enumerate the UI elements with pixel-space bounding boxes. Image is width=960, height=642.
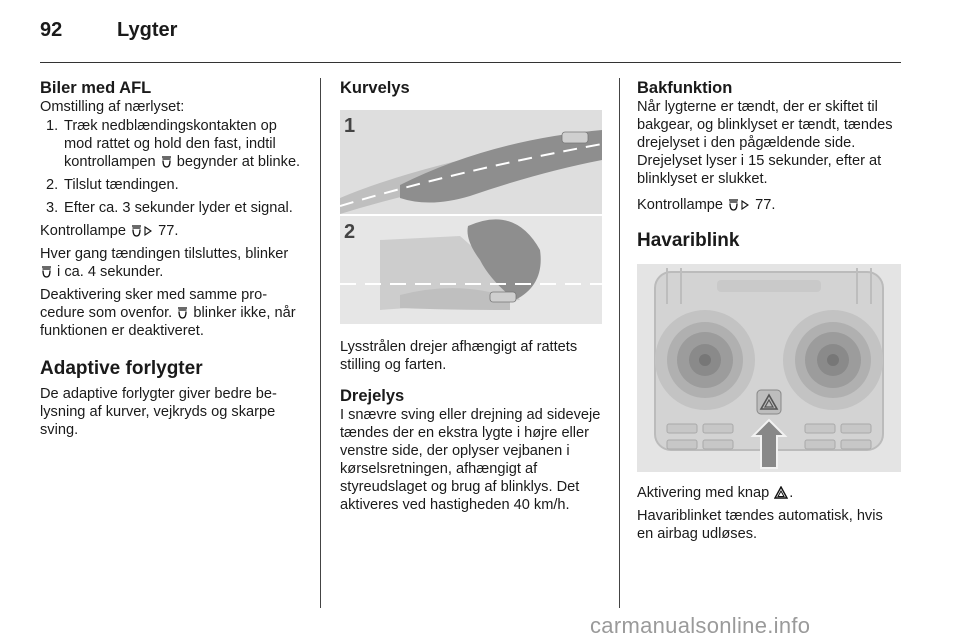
section-heading-afl: Biler med AFL: [40, 79, 152, 97]
section-heading-havariblink: Havariblink: [637, 230, 740, 251]
figure-label: 2: [344, 221, 356, 243]
paragraph: De adaptive forlygter giver bedre belysning af kurver, vejkryds og skarpe sving.: [40, 386, 277, 438]
section-heading-kurvelys: Kurvelys: [340, 79, 410, 97]
column-right: [637, 78, 903, 543]
figure-caption: Lysstrålen drejer afhængigt af rattets stilling og farten.: [340, 339, 578, 373]
column-divider: [320, 78, 321, 608]
page-title: Lygter: [117, 19, 178, 41]
watermark: carmanualsonline.info: [590, 613, 811, 638]
column-divider: [619, 78, 620, 608]
section-heading-adaptive: Adaptive forlygter: [40, 358, 203, 379]
list-item: 2. Tilslut tændingen.: [46, 177, 179, 193]
afl-intro: Omstilling af nærlyset:: [40, 99, 185, 115]
illustration-panel-2: [340, 216, 602, 324]
kontrollampe-reference: Kontrollampe 77.: [637, 197, 776, 213]
step-number: 1.: [46, 118, 59, 134]
step-number: 3.: [46, 200, 59, 216]
column-left: [40, 78, 304, 439]
page-reference-icon: [741, 200, 749, 210]
paragraph: Hver gang tændingen tilsluttes, blinker i ca. 4 sekunder.: [40, 246, 289, 280]
paragraph: Deaktivering sker med samme procedure som ovenfor. blinker ikke, når funktionen er deaktiveret.: [40, 287, 296, 339]
curve-light-illustration: [340, 110, 602, 324]
list-item: 3. Efter ca. 3 sekunder lyder et signal.: [46, 200, 293, 216]
afl-lamp-icon: [728, 198, 739, 211]
air-vent-left: [655, 310, 755, 410]
afl-lamp-icon: [177, 306, 188, 319]
column-middle: [340, 78, 606, 514]
paragraph: Når lygterne er tændt, der er skiftet til bakgear, og blinklyset er tændt, tændes drejelyset i den pågældende side. Drejelyset lyser i 15 sekunder, efter at blinklyset er slukket.: [637, 99, 893, 187]
list-item: 1. Træk nedblændingskontakten op mod rattet og hold den fast, indtil kontrollampen begynder at blinke.: [46, 118, 301, 170]
hazard-triangle-icon: [774, 486, 788, 499]
paragraph: Havariblinket tændes automatisk, hvis en airbag udløses.: [637, 508, 883, 542]
header-divider: [40, 62, 901, 63]
afl-lamp-icon: [131, 224, 142, 237]
step-number: 2.: [46, 177, 59, 193]
aktivering-text: Aktivering med knap .: [637, 485, 794, 501]
hazard-button-illustration: [637, 264, 901, 472]
afl-steps: [40, 117, 304, 217]
paragraph: I snævre sving eller drejning ad sideveje tændes der en ekstra lygte i højre eller venstre side, der oplyser vejbanen i kørselsretningen, afhængigt af styreudslaget og brug af blinklys. Det aktiveres ved hastigheden 40 km/h.: [340, 407, 601, 513]
afl-lamp-icon: [41, 265, 52, 278]
kontrollampe-reference: Kontrollampe 77.: [40, 223, 179, 239]
illustration-panel-1: [340, 110, 602, 214]
section-heading-bakfunktion: Bakfunktion: [637, 79, 733, 97]
page-number: 92: [40, 19, 63, 41]
air-vent-right: [783, 310, 883, 410]
page-reference-icon: [144, 226, 152, 236]
section-heading-drejelys: Drejelys: [340, 387, 405, 405]
afl-lamp-icon: [161, 155, 172, 168]
figure-label: 1: [344, 115, 356, 137]
